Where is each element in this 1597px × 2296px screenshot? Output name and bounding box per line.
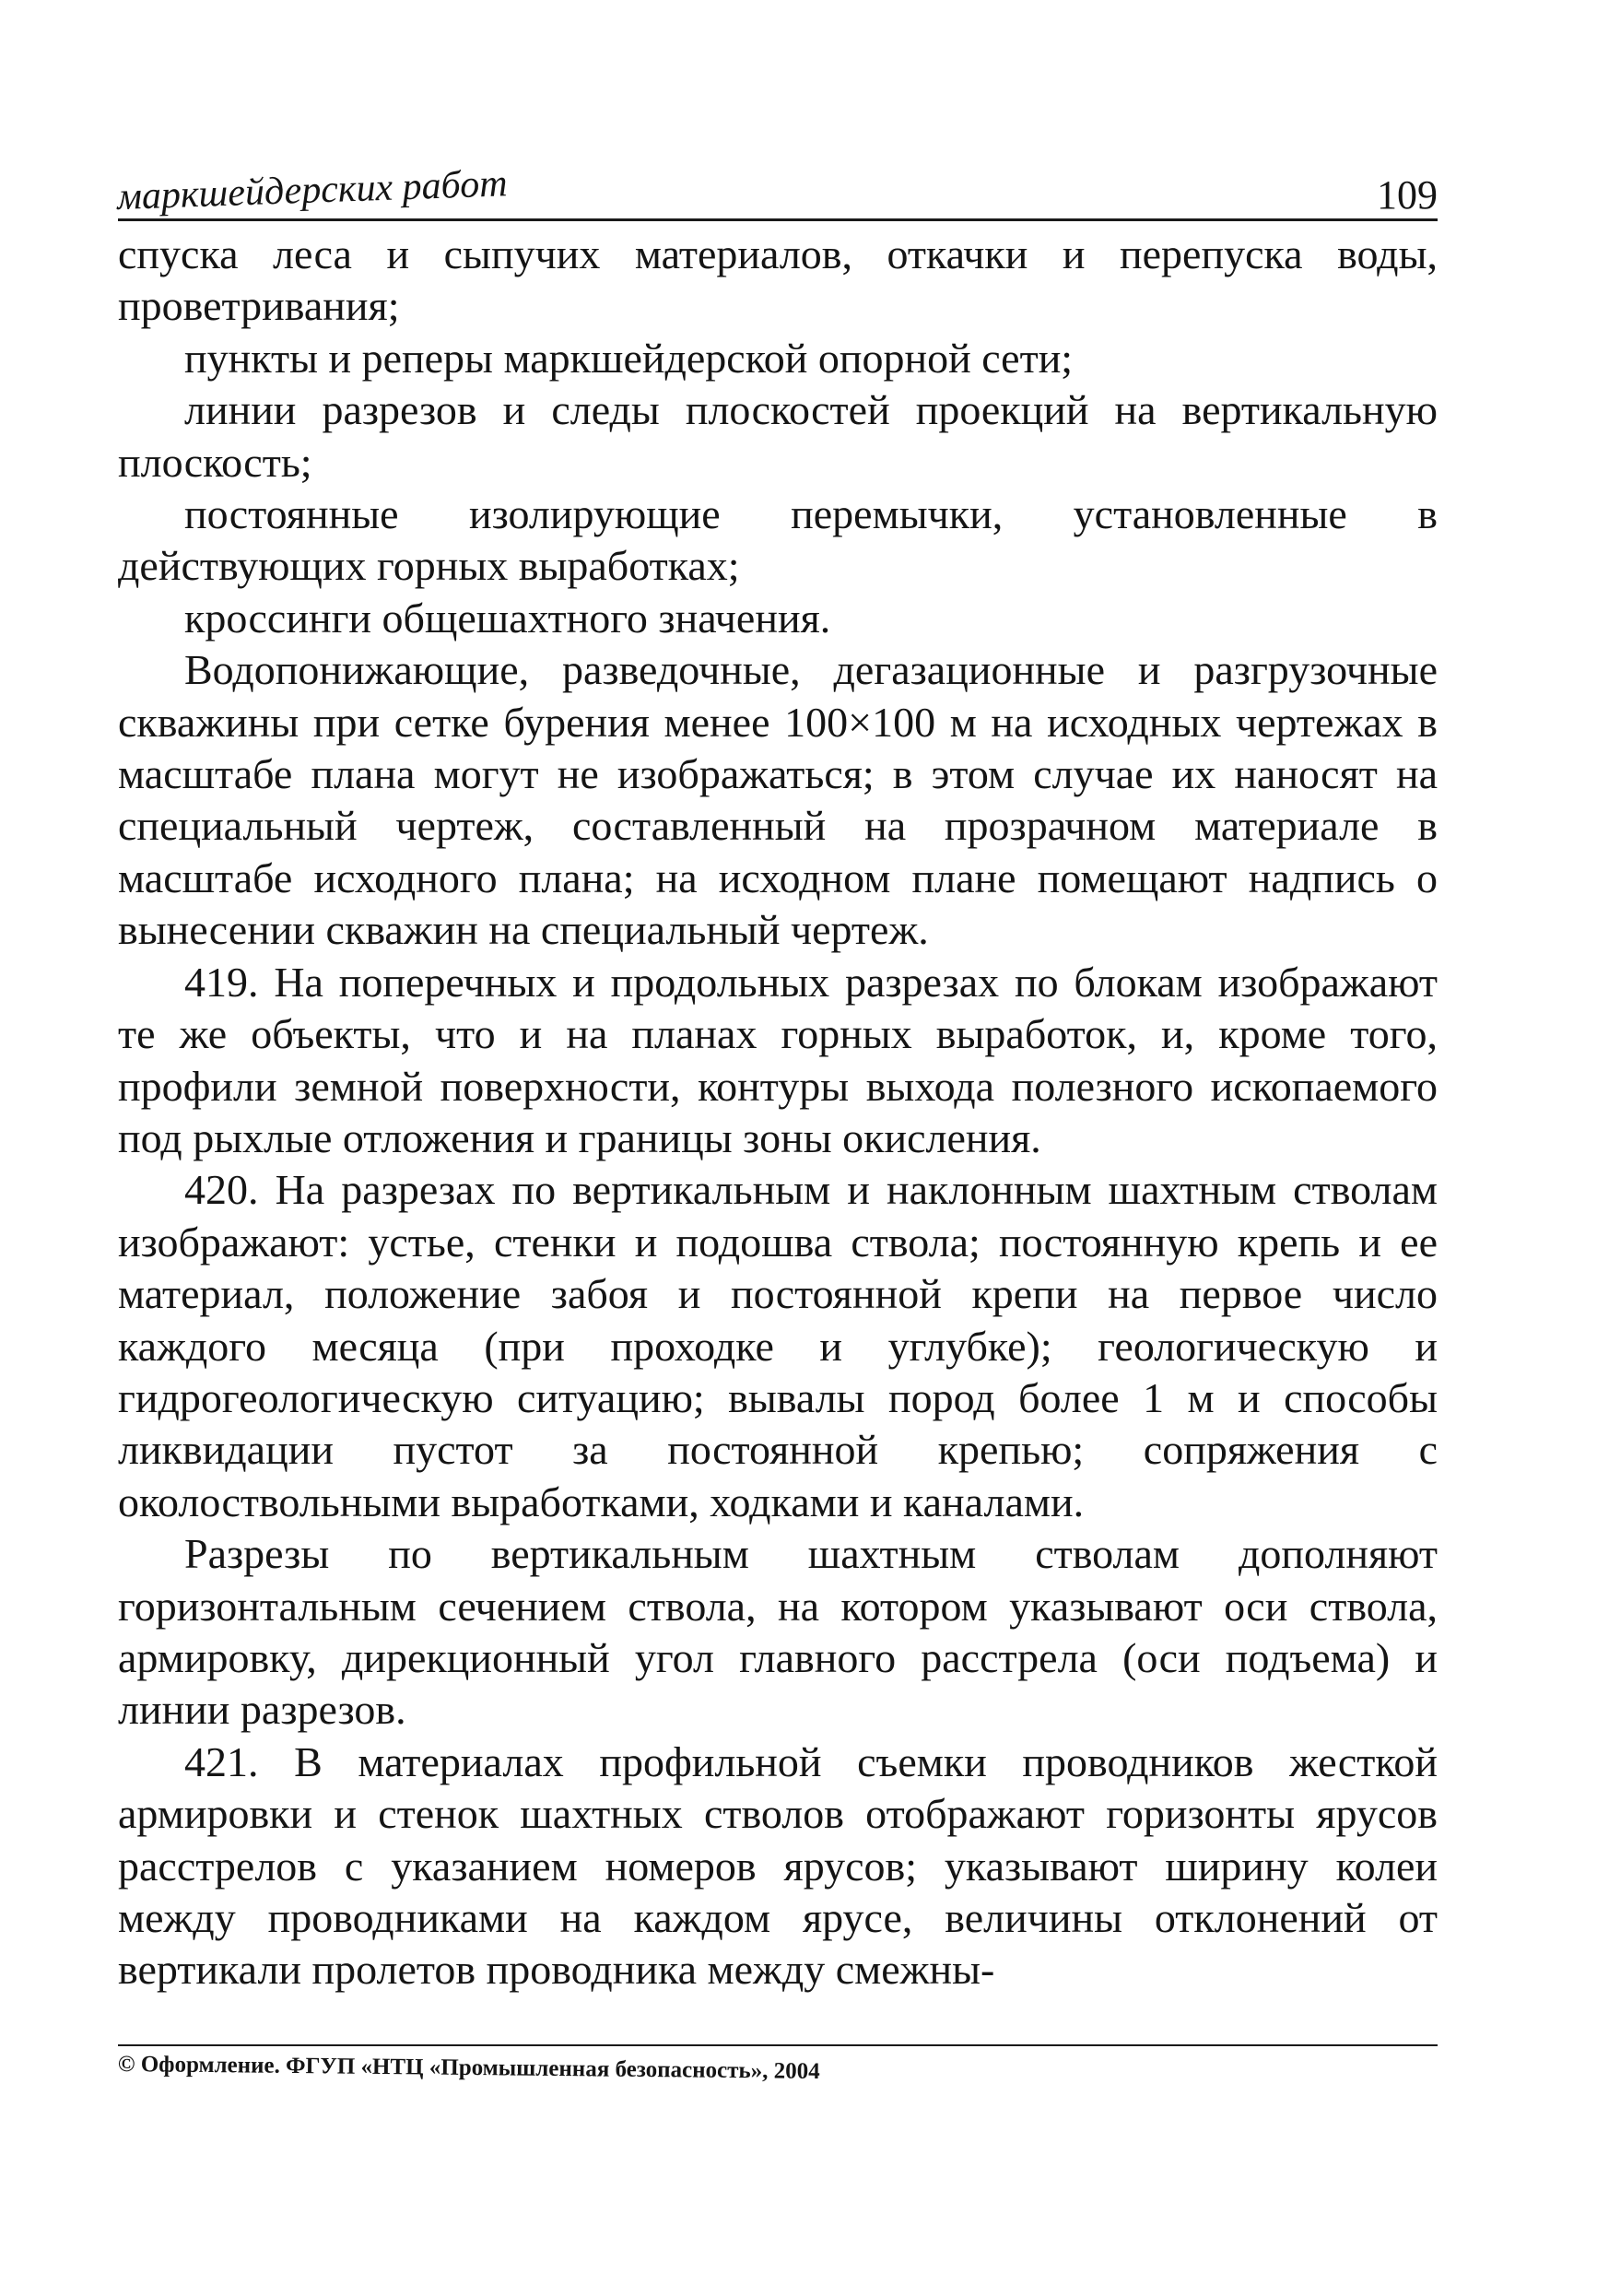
paragraph-9: Разрезы по вертикальным шахтным стволам дополняют горизонтальным сечением ствола, на котором указывают оси ствола, армировку, дирекционный угол главного расстрела (оси подъема) и линии разрезов. [118,1530,1438,1734]
paragraph-6: Водопонижающие, разведочные, дегазационные и разгрузочные скважины при сетке бурения менее 100×100 м на исходных чертежах в масштабе плана могут не изображаться; в этом случае их наносят на специальный чертеж, составленный на прозрачном материале в масштабе исходного плана; на исходном плане помещают надпись о вынесении скважин на специальный чертеж. [118,646,1438,954]
paragraph-1: спуска леса и сыпучих материалов, откачки и перепуска воды, проветривания; [118,230,1438,330]
running-header [116,162,1438,221]
paragraph-5: кроссинги общешахтного значения. [184,594,831,642]
paragraph-420: 420. На разрезах по вертикальным и наклонным шахтным стволам изображают: устье, стенки и подошва ствола; постоянную крепь и ее материал, положение забоя и постоянной крепи на первое число каждого месяца (при проходке и углубке); геологическую и гидрогеологическую ситуацию; вывалы пород более 1 м и способы ликвидации пустот за постоянной крепью; сопряжения с околоствольными выработками, ходками и каналами. [118,1166,1438,1525]
header-rule [118,218,1438,221]
paragraph-419: 419. На поперечных и продольных разрезах по блокам изображают те же объекты, что и на планах горных выработок, и, кроме того, профили земной поверхности, контуры выхода полезного ископаемого под рыхлые отложения и границы зоны окисления. [118,958,1438,1161]
body-text [118,229,1438,1996]
paragraph-421: 421. В материалах профильной съемки проводников жесткой армировки и стенок шахтных стволов отображают горизонты ярусов расстрелов с указанием номеров ярусов; указывают ширину колеи между проводниками на каждом ярусе, величины отклонений от вертикали пролетов проводника между смежны- [118,1737,1438,1994]
page-number: 109 [1377,172,1438,218]
running-title: маркшейдерских работ [116,162,509,219]
paragraph-2: пункты и реперы маркшейдерской опорной сети; [184,334,1074,382]
paragraph-4: постоянные изолирующие перемычки, установленные в действующих горных выработках; [118,490,1438,590]
paragraph-3: линии разрезов и следы плоскостей проекций на вертикальную плоскость; [118,386,1438,486]
footer-rule [118,2044,1438,2046]
copyright-notice: © Оформление. ФГУП «НТЦ «Промышленная безопасность», 2004 [117,2052,820,2084]
